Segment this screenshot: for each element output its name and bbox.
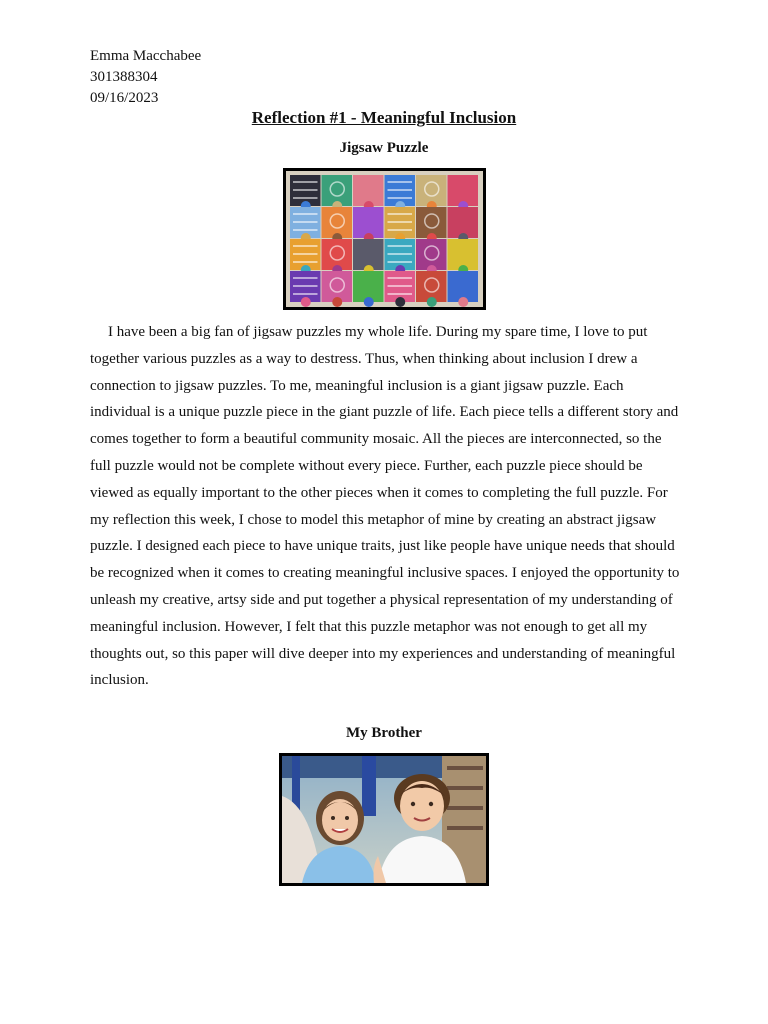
puzzle-knob xyxy=(332,297,342,307)
puzzle-knob xyxy=(395,297,405,307)
student-id: 301388304 xyxy=(90,69,158,85)
author-header xyxy=(90,46,201,109)
document-date: 09/16/2023 xyxy=(90,90,159,106)
puzzle-knob xyxy=(364,297,374,307)
puzzle-knob xyxy=(301,297,311,307)
puzzle-knob xyxy=(458,297,468,307)
puzzle-artwork xyxy=(286,171,483,307)
author-name: Emma Macchabee xyxy=(90,48,202,64)
section-heading-jigsaw: Jigsaw Puzzle xyxy=(339,140,429,156)
puzzle-image xyxy=(283,168,486,310)
document-title-text: Reflection #1 - Meaningful Inclusion xyxy=(251,108,517,127)
puzzle-knob xyxy=(427,297,437,307)
document-title xyxy=(0,108,768,128)
brother-photo xyxy=(279,753,489,886)
children-photo-illustration xyxy=(282,756,486,883)
jigsaw-paragraph: I have been a big fan of jigsaw puzzles my whole life. During my spare time, I love to put together various puzzles as a way to destress. Thus, when thinking about inclusion I drew a connection to jigsaw puzzles. To me, meaningful inclusion is a giant jigsaw puzzle. Each individual is a unique puzzle piece in the giant puzzle of life. Each piece tells a different story and comes together to form a beautiful community mosaic. All the pieces are interconnected, so the full puzzle would not be complete without every piece. Further, each puzzle piece should be viewed as equally important to the other pieces when it comes to completing the full puzzle. For my reflection this week, I chose to model this metaphor of mine by creating an abstract jigsaw puzzle. I designed each piece to have unique traits, just like people have unique needs that should be recognized when it comes to creating meaningful inclusive spaces. I enjoyed the opportunity to unleash my creative, artsy side and put together a physical representation of my understanding of meaningful inclusion. However, I felt that this puzzle metaphor was not enough to get all my thoughts out, so this paper will dive deeper into my experiences and understanding of meaningful inclusion. xyxy=(90,324,680,689)
section-heading-brother: My Brother xyxy=(346,725,422,741)
